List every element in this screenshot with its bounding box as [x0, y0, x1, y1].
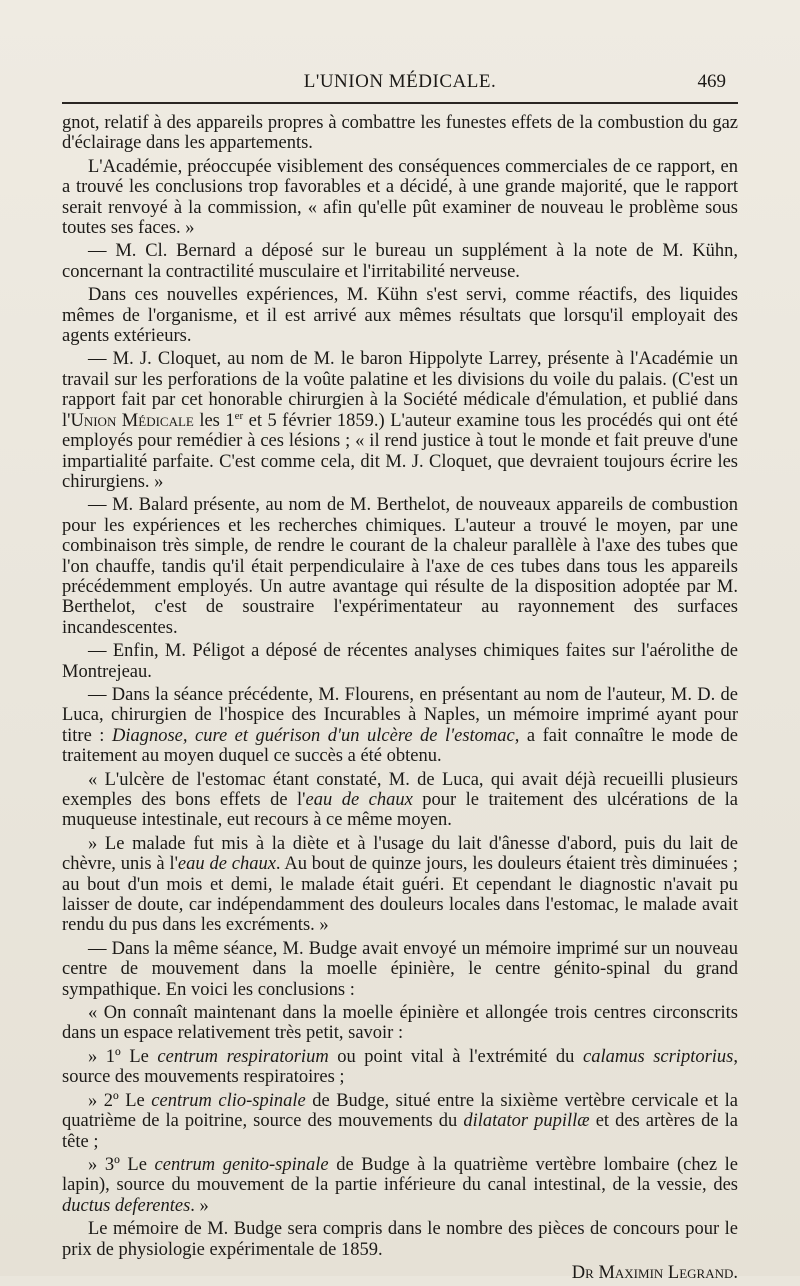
- text-run: et des artères de la tête ;: [62, 1111, 738, 1152]
- italic-term: dilatator pupillæ: [463, 1111, 590, 1132]
- italic-term: calamus scriptorius: [582, 1046, 734, 1067]
- paragraph: Dans ces nouvelles expériences, M. Kühn s'est servi, comme réactifs, des liquides mêmes de l'organisme, et il est arrivé aux mêmes résultats que lorsqu'il employait des agents extérieurs.: [62, 285, 738, 347]
- paragraph: [62, 834, 738, 936]
- text-run: , source des mouvements respiratoires ;: [62, 1046, 738, 1088]
- text-run: . Au bout de quinze jours, les douleurs étaient très diminuées ; au bout d'un mois et demi, le malade était guéri. Et cependant le diagnostic n'avait pu laisser de doute, car indépendamment des douleurs locales dans l'estomac, le malade avait rendu du pus dans les excréments. »: [62, 854, 738, 936]
- text-run: . »: [190, 1195, 209, 1216]
- paragraph: — Dans la même séance, M. Budge avait envoyé un mémoire imprimé sur un nouveau centre de mouvement dans la moelle épinière, le centre génito-spinal du grand sympathique. En voici les conclusions :: [62, 938, 738, 1000]
- signature-line: [62, 1263, 738, 1283]
- text-run: de Budge à la quatrième vertèbre lombaire (chez le lapin), source du mouvement de la partie inférieure du canal intestinal, de la vessie, des: [62, 1154, 739, 1196]
- italic-term: ductus deferentes: [62, 1195, 191, 1216]
- paragraph: [62, 1155, 738, 1216]
- paragraph: — Enfin, M. Péligot a déposé de récentes analyses chimiques faites sur l'aérolithe de Montrejeau.: [62, 641, 738, 682]
- author-signature: Dr Maximin Legrand.: [571, 1262, 738, 1283]
- article-body: [62, 113, 738, 1286]
- text-run: » Le malade fut mis à la diète et à l'usage du lait d'ânesse d'abord, puis du lait de chèvre, unis à l': [62, 833, 738, 875]
- text-run: , a fait connaître le mode de traitement au moyen duquel ce succès a été obtenu.: [62, 725, 738, 767]
- paragraph: gnot, relatif à des appareils propres à combattre les funestes effets de la combustion du gaz d'éclairage dans les appartements.: [62, 113, 738, 154]
- text-run: pour le traitement des ulcérations de la muqueuse intestinale, eut recours à ce même moyen.: [62, 790, 738, 831]
- italic-title: Diagnose, cure et guérison d'un ulcère de l'estomac: [111, 725, 515, 746]
- text-run: » 3º Le: [88, 1154, 155, 1175]
- italic-term: eau de chaux: [305, 790, 413, 810]
- paragraph: [62, 349, 738, 492]
- text-run: » 2º Le: [88, 1090, 152, 1111]
- paragraph: [62, 1047, 738, 1088]
- text-run: les 1: [193, 410, 235, 431]
- text-run: — Dans la séance précédente, M. Flourens, en présentant au nom de l'auteur, M. D. de Luca, chirurgien de l'hospice des Incurables à Naples, un mémoire imprimé ayant pour titre :: [62, 684, 738, 746]
- paragraph: [62, 770, 738, 831]
- running-title: L'UNION MÉDICALE.: [303, 71, 497, 92]
- text-run: et 5 février 1859.) L'auteur examine tous les procédés qui ont été employés pour remédier à ces lésions ; « il rend justice à tout le monde et fait preuve d'une impartialité parfaite. C'est comme cela, dit M. J. Cloquet, que devraient toujours écrire les chirurgiens. »: [62, 410, 738, 492]
- italic-term: centrum clio-spinale: [151, 1090, 306, 1111]
- text-run: » 1º Le: [88, 1046, 158, 1067]
- text-run: — M. J. Cloquet, au nom de M. le baron Hippolyte Larrey, présente à l'Académie un travail sur les perforations de la voûte palatine et les divisions du voile du palais. (C'est un rapport fait par cet honorable chirurgien à la Société médicale d'émulation, et publié dans l': [62, 349, 738, 431]
- paragraph: — M. Cl. Bernard a déposé sur le bureau un supplément à la note de M. Kühn, concernant la contractilité musculaire et l'irritabilité nerveuse.: [62, 241, 738, 282]
- paragraph: Le mémoire de M. Budge sera compris dans le nombre des pièces de concours pour le prix de physiologie expérimentale de 1859.: [62, 1219, 738, 1260]
- header-rule: [62, 102, 738, 104]
- paragraph: — M. Balard présente, au nom de M. Berthelot, de nouveaux appareils de combustion pour les expériences et les recherches chimiques. L'auteur a trouvé le moyen, par une combinaison très simple, de rendre le courant de la chaleur parallèle à l'axe des tubes que l'on chauffe, tandis qu'il était perpendiculaire à l'axe de ces tubes dans tous les appareils précédemment employés. Un autre avantage qui résulte de la disposition adoptée par M. Berthelot, c'est de soustraire l'expérimentateur au rayonnement des surfaces incandescentes.: [62, 495, 738, 638]
- page-number: 469: [697, 71, 726, 92]
- paragraph: L'Académie, préoccupée visiblement des conséquences commerciales de ce rapport, en a trouvé les conclusions trop favorables et a décidé, à une grande majorité, que le rapport serait renvoyé à la commission, « afin qu'elle pût examiner de nouveau le problème sous toutes ses faces. »: [62, 156, 738, 239]
- paragraph: [62, 1091, 738, 1152]
- text-run: « L'ulcère de l'estomac étant constaté, M. de Luca, qui avait déjà recueilli plusieurs exemples des bons effets de l': [62, 769, 738, 810]
- text-run: ou point vital à l'extrémité du: [328, 1046, 583, 1067]
- paragraph: [62, 685, 738, 767]
- text-run: de Budge, situé entre la sixième vertèbre cervicale et la quatrième de la poitrine, source des mouvements du: [62, 1090, 738, 1132]
- italic-term: centrum respiratorium: [157, 1046, 329, 1067]
- superscript: er: [234, 409, 244, 422]
- journal-title: Union Médicale: [70, 410, 194, 431]
- page-header: [62, 71, 738, 101]
- italic-term: eau de chaux: [177, 854, 276, 875]
- paragraph: « On connaît maintenant dans la moelle épinière et allongée trois centres circonscrits dans un espace relativement très petit, savoir :: [62, 1003, 738, 1044]
- italic-term: centrum genito-spinale: [154, 1154, 329, 1175]
